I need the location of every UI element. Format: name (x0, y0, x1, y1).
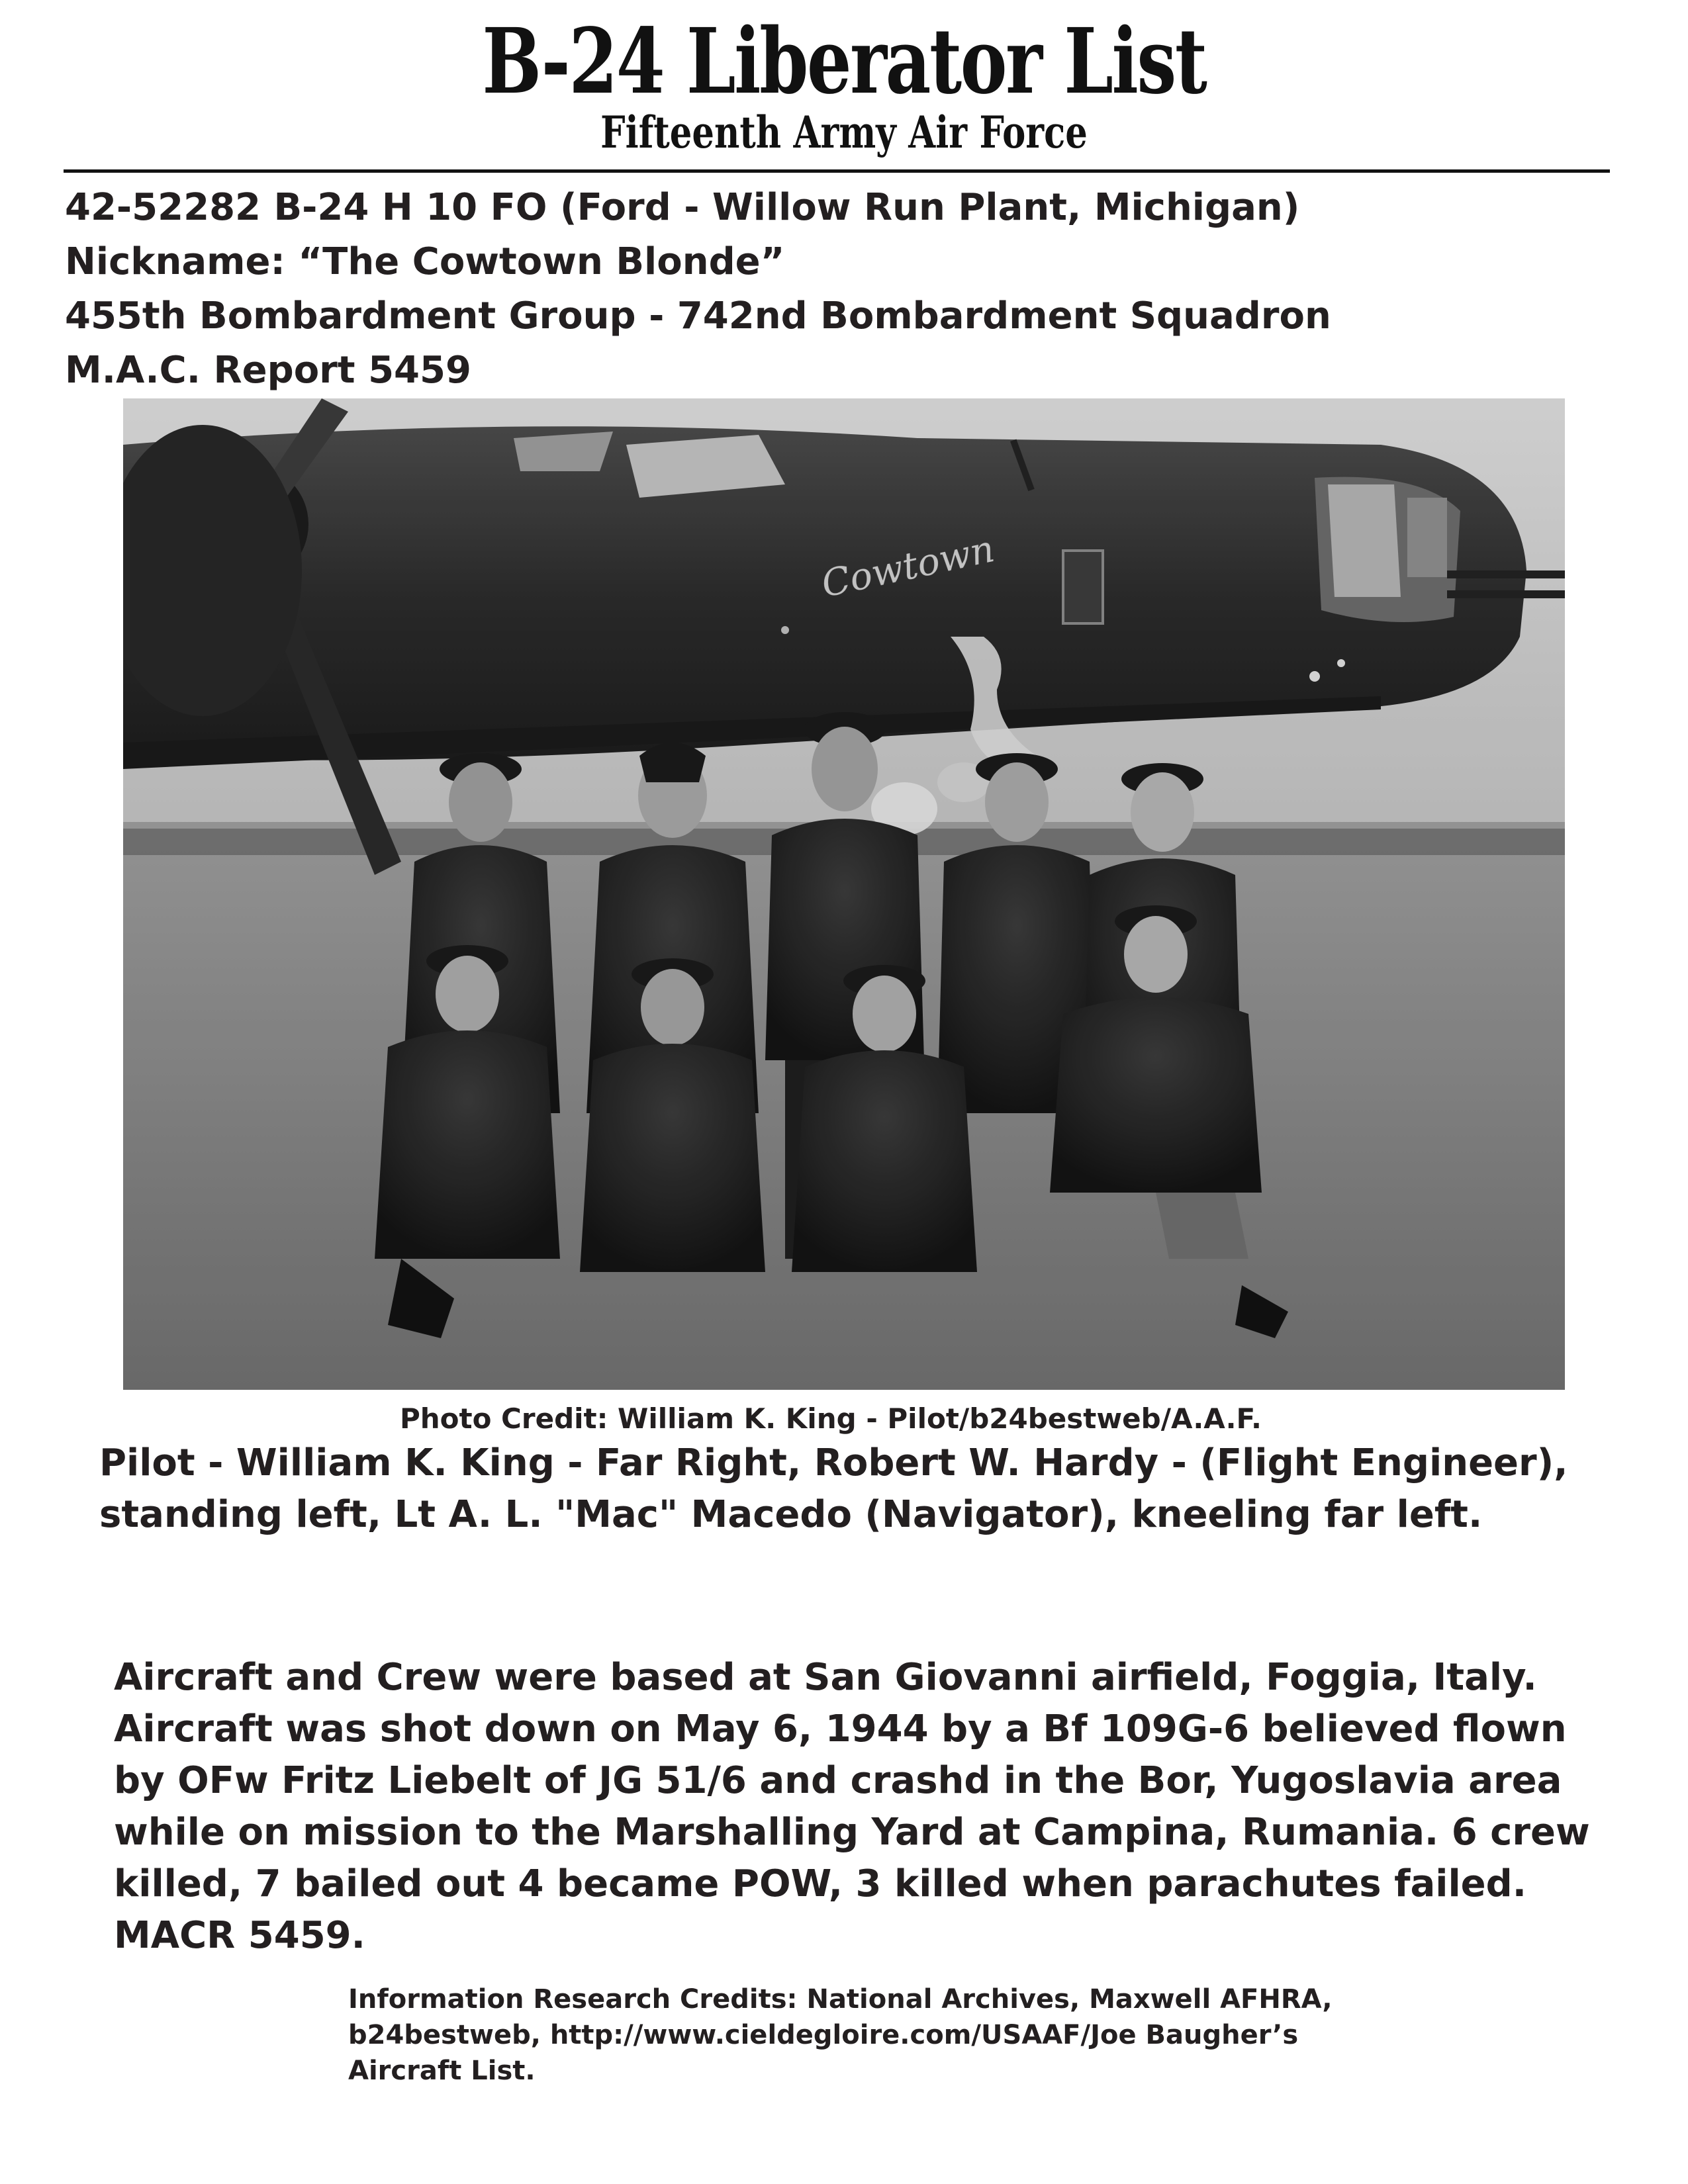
crew-photo (123, 398, 1565, 1390)
aircraft-unit: 455th Bombardment Group - 742nd Bombardment Squadron (65, 295, 1331, 338)
photo-caption-line: standing left, Lt A. L. "Mac" Macedo (Navigator), kneeling far left. (99, 1493, 1483, 1536)
history-line: while on mission to the Marshalling Yard at Campina, Rumania. 6 crew (114, 1811, 1590, 1854)
history-line: killed, 7 bailed out 4 became POW, 3 killed when parachutes failed. (114, 1862, 1526, 1905)
history-line: Aircraft and Crew were based at San Giovanni airfield, Foggia, Italy. (114, 1656, 1537, 1699)
page-title: B-24 Liberator List (482, 9, 1206, 114)
photo-caption-line: Pilot - William K. King - Far Right, Robert W. Hardy - (Flight Engineer), (99, 1441, 1568, 1484)
history-line: by OFw Fritz Liebelt of JG 51/6 and crashd in the Bor, Yugoslavia area (114, 1759, 1562, 1802)
svg-text:Cowtown: Cowtown (818, 527, 998, 606)
research-credits-line: b24bestweb, http://www.cieldegloire.com/USAAF/Joe Baugher’s (348, 2020, 1299, 2050)
aircraft-nickname: Nickname: “The Cowtown Blonde” (65, 240, 785, 283)
research-credits-line: Aircraft List. (348, 2056, 536, 2086)
history-line: MACR 5459. (114, 1914, 365, 1957)
photo-credit: Photo Credit: William K. King - Pilot/b24bestweb/A.A.F. (399, 1402, 1262, 1435)
aircraft-report: M.A.C. Report 5459 (65, 349, 471, 392)
research-credits-line: Information Research Credits: National Archives, Maxwell AFHRA, (348, 1984, 1333, 2015)
header-divider (64, 169, 1610, 173)
page-subtitle: Fifteenth Army Air Force (600, 107, 1088, 158)
aircraft-serial: 42-52282 B-24 H 10 FO (Ford - Willow Run Plant, Michigan) (65, 186, 1300, 229)
history-line: Aircraft was shot down on May 6, 1944 by a Bf 109G-6 believed flown (114, 1707, 1567, 1751)
